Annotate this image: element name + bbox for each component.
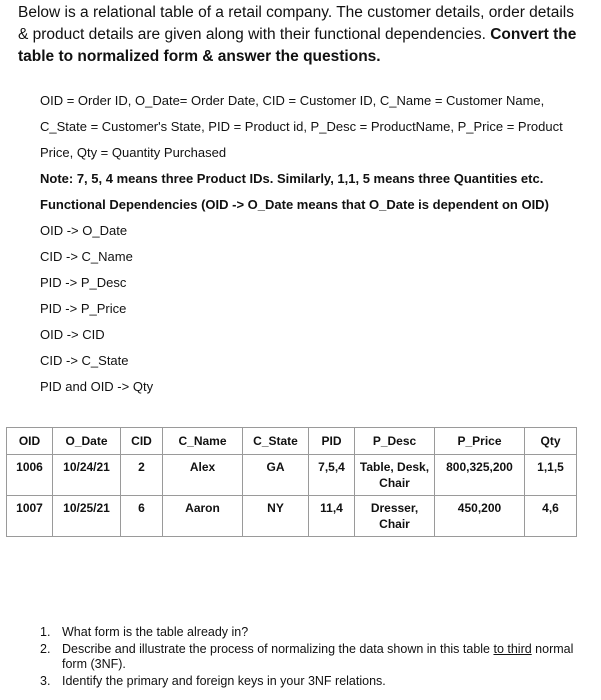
- note-line: Note: 7, 5, 4 means three Product IDs. Similarly, 1,1, 5 means three Quantities etc.: [40, 171, 544, 186]
- question-text: Identify the primary and foreign keys in your 3NF relations.: [62, 674, 386, 688]
- table-cell: Alex: [163, 455, 243, 496]
- table-cell: 10/24/21: [53, 455, 121, 496]
- definitions-block: [40, 88, 585, 400]
- table-cell: 10/25/21: [53, 496, 121, 537]
- column-header: P_Desc: [355, 428, 435, 455]
- question-text-part: Describe and illustrate the process of normalizing the data shown in this table: [62, 642, 494, 656]
- table-cell: 1007: [7, 496, 53, 537]
- question-text-part: normal form (3NF).: [62, 642, 574, 671]
- table-cell: 7,5,4: [309, 455, 355, 496]
- dependency-4: PID -> P_Price: [40, 301, 127, 316]
- dependency-2: CID -> C_Name: [40, 249, 133, 264]
- table-cell: Aaron: [163, 496, 243, 537]
- relational-table: [6, 427, 577, 537]
- table-cell: NY: [243, 496, 309, 537]
- definition-line-2: C_State = Customer's State, PID = Product id, P_Desc = ProductName, P_Price = Product: [40, 119, 563, 134]
- question-text-underlined: to third: [493, 642, 532, 656]
- dependency-5: OID -> CID: [40, 327, 105, 342]
- column-header: PID: [309, 428, 355, 455]
- dependency-6: CID -> C_State: [40, 353, 129, 368]
- table-cell: 4,6: [525, 496, 577, 537]
- intro-paragraph: [18, 2, 588, 68]
- table-cell: Table, Desk, Chair: [355, 455, 435, 496]
- dependency-7: PID and OID -> Qty: [40, 379, 154, 394]
- question-item: [40, 625, 580, 640]
- question-item: [40, 674, 580, 689]
- question-number: 3.: [40, 674, 51, 688]
- table-cell: GA: [243, 455, 309, 496]
- table-cell: 6: [121, 496, 163, 537]
- column-header: Qty: [525, 428, 577, 455]
- column-header: O_Date: [53, 428, 121, 455]
- table-row: [7, 455, 577, 496]
- question-text: What form is the table already in?: [62, 625, 249, 639]
- column-header: C_State: [243, 428, 309, 455]
- question-item: [40, 642, 580, 672]
- table-cell: 2: [121, 455, 163, 496]
- table-cell: Dresser, Chair: [355, 496, 435, 537]
- intro-line-2: & product details are given along with their functional dependencies.: [18, 26, 491, 43]
- dependency-3: PID -> P_Desc: [40, 275, 127, 290]
- question-number: 1.: [40, 625, 51, 639]
- column-header: CID: [121, 428, 163, 455]
- column-header: OID: [7, 428, 53, 455]
- questions-list: [40, 625, 580, 691]
- table-cell: 11,4: [309, 496, 355, 537]
- fd-header: Functional Dependencies (OID -> O_Date means that O_Date is dependent on OID): [40, 197, 549, 212]
- question-text: [62, 642, 580, 672]
- table-cell: 1006: [7, 455, 53, 496]
- intro-instruction-cont: table to normalized form & answer the questions.: [18, 48, 381, 65]
- table-row: [7, 496, 577, 537]
- question-number: 2.: [40, 642, 51, 656]
- intro-instruction: Convert the: [490, 26, 577, 43]
- table-cell: 450,200: [435, 496, 525, 537]
- definition-line-3: Price, Qty = Quantity Purchased: [40, 145, 227, 160]
- table-cell: 800,325,200: [435, 455, 525, 496]
- table-header-row: [7, 428, 577, 455]
- definition-line-1: OID = Order ID, O_Date= Order Date, CID = Customer ID, C_Name = Customer Name,: [40, 93, 545, 108]
- dependency-1: OID -> O_Date: [40, 223, 128, 238]
- column-header: C_Name: [163, 428, 243, 455]
- intro-line-1: Below is a relational table of a retail company. The customer details, order details: [18, 4, 574, 21]
- column-header: P_Price: [435, 428, 525, 455]
- table-cell: 1,1,5: [525, 455, 577, 496]
